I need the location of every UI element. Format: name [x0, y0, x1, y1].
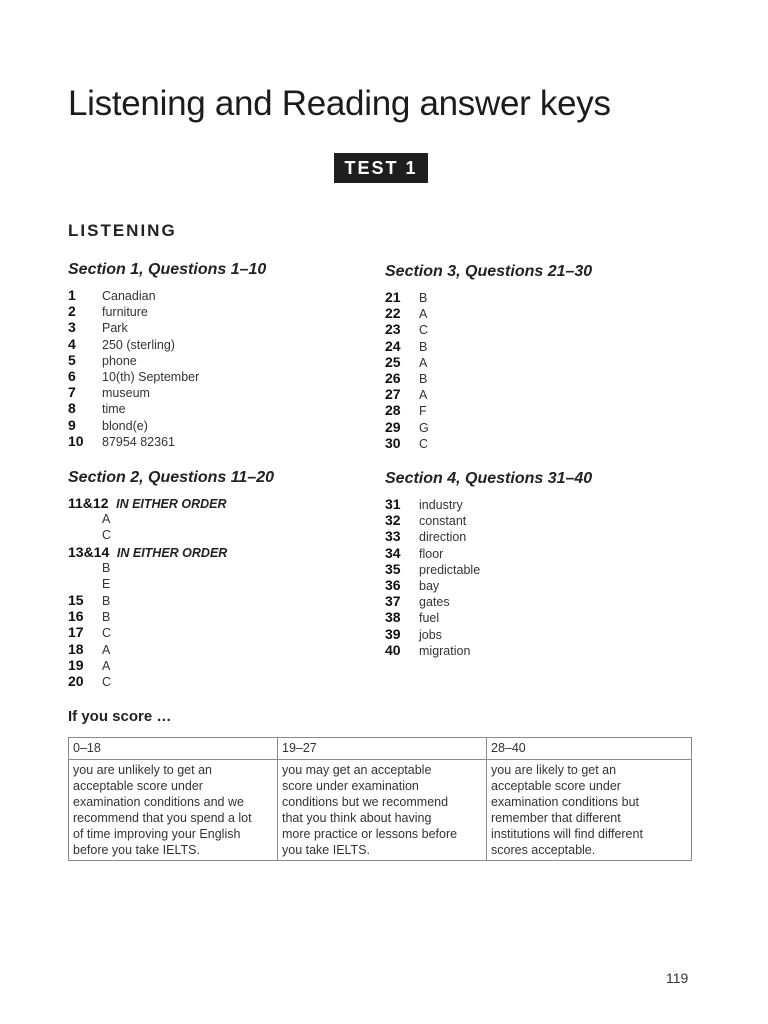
list-item — [68, 576, 227, 592]
answer-value: B — [419, 339, 428, 354]
answer-number: 39 — [385, 625, 401, 642]
answer-value: gates — [419, 595, 450, 610]
answer-number: 34 — [385, 544, 401, 561]
page-number: 119 — [666, 970, 689, 986]
list-item — [68, 641, 111, 657]
answer-number: 16 — [68, 608, 84, 625]
list-item — [68, 608, 111, 624]
answer-value: Canadian — [102, 289, 156, 303]
answer-value: B — [102, 610, 111, 625]
answer-number: 29 — [385, 418, 401, 435]
section-3-title: Section 3, Questions 21–30 — [385, 263, 593, 280]
description-line: before you take IELTS. — [73, 843, 200, 857]
score-table — [68, 737, 692, 861]
description-line: examination conditions and we — [73, 795, 244, 809]
answer-number: 31 — [385, 496, 401, 512]
list-item — [68, 673, 111, 689]
answer-number: 18 — [68, 640, 84, 657]
answer-value: 87954 82361 — [102, 434, 175, 449]
list-item — [68, 319, 199, 335]
answer-number: 7 — [68, 384, 76, 401]
answer-number: 8 — [68, 400, 76, 417]
listening-heading: LISTENING — [68, 221, 177, 240]
answer-number: 36 — [385, 576, 401, 593]
answer-number: 30 — [385, 434, 401, 451]
list-item — [385, 305, 429, 321]
order-note: IN EITHER ORDER — [116, 497, 227, 511]
list-item — [385, 609, 480, 625]
score-heading: If you score … — [68, 708, 172, 725]
description-line: more practice or lessons before — [282, 827, 458, 841]
answer-value: G — [419, 420, 429, 435]
description-line: score under examination — [282, 779, 419, 793]
answer-value: migration — [419, 643, 471, 658]
section-1-answers — [68, 287, 199, 449]
table-row — [69, 760, 692, 861]
section-4-title: Section 4, Questions 31–40 — [385, 470, 593, 487]
list-item — [385, 626, 480, 642]
answer-number: 27 — [385, 386, 401, 403]
answer-number: 10 — [68, 432, 84, 449]
list-item — [385, 561, 480, 577]
answer-number: 24 — [385, 337, 401, 354]
list-item — [68, 352, 199, 368]
section-4-answers — [385, 496, 480, 658]
list-item — [385, 338, 429, 354]
answer-value: 250 (sterling) — [102, 337, 175, 352]
section-2-answers-rest — [68, 592, 111, 689]
list-item — [68, 384, 199, 400]
answer-number: 13&14 — [68, 543, 110, 560]
order-note: IN EITHER ORDER — [116, 545, 228, 560]
answer-value: C — [102, 528, 112, 543]
answer-number: 6 — [68, 367, 76, 384]
list-item — [68, 560, 227, 576]
test-badge: TEST 1 — [334, 153, 428, 183]
list-item — [68, 303, 199, 319]
answer-number: 4 — [68, 335, 76, 352]
answer-value: C — [102, 626, 112, 641]
answer-value: F — [419, 404, 427, 419]
answer-value: Park — [102, 321, 128, 336]
description-line: of time improving your English — [73, 827, 241, 841]
answer-value: E — [102, 576, 111, 591]
page-title: Listening and Reading answer keys — [68, 84, 611, 123]
answer-value: industry — [419, 498, 463, 512]
score-description — [278, 760, 487, 861]
answer-value: C — [102, 674, 112, 689]
description-line: you are unlikely to get an — [73, 763, 212, 777]
list-item — [68, 544, 227, 560]
answer-value: constant — [419, 514, 467, 529]
answer-number: 21 — [385, 289, 401, 305]
description-line: that you think about having — [282, 811, 432, 825]
answer-value: museum — [102, 386, 150, 401]
answer-value: C — [419, 323, 429, 338]
answer-number: 40 — [385, 641, 401, 658]
answer-number: 17 — [68, 624, 84, 641]
description-line: scores acceptable. — [491, 843, 596, 857]
list-item — [68, 336, 199, 352]
answer-number: 26 — [385, 369, 401, 386]
list-item — [385, 642, 480, 658]
list-item — [385, 512, 480, 528]
answer-value: A — [102, 642, 111, 657]
answer-value: furniture — [102, 305, 148, 320]
answer-value: predictable — [419, 562, 481, 577]
answer-number: 15 — [68, 592, 84, 608]
answer-number: 22 — [385, 305, 401, 322]
section-2-title: Section 2, Questions 11–20 — [68, 469, 275, 486]
answer-value: B — [419, 371, 428, 386]
list-item — [68, 495, 227, 511]
answer-number: 19 — [68, 656, 84, 673]
description-line: conditions but we recommend — [282, 795, 449, 809]
answer-value: A — [102, 512, 111, 527]
answer-number: 32 — [385, 512, 401, 529]
answer-number: 25 — [385, 353, 401, 370]
list-item — [385, 386, 429, 402]
list-item — [385, 496, 480, 512]
answer-value: A — [102, 658, 111, 673]
list-item — [68, 433, 199, 449]
description-line: you take IELTS. — [282, 843, 371, 857]
answer-value: bay — [419, 578, 440, 593]
answer-value: A — [419, 388, 428, 403]
description-line: acceptable score under — [491, 779, 621, 793]
answer-value: A — [419, 355, 428, 370]
description-line: you are likely to get an — [491, 763, 617, 777]
score-range: 19–27 — [278, 738, 487, 760]
score-description — [69, 760, 278, 861]
description-line: institutions will find different — [491, 827, 643, 841]
score-description — [487, 760, 692, 861]
section-2-answers — [68, 495, 227, 592]
list-item — [68, 527, 227, 543]
answer-number: 28 — [385, 402, 401, 419]
answer-number: 38 — [385, 609, 401, 626]
list-item — [385, 354, 429, 370]
answer-number: 2 — [68, 303, 76, 320]
answer-value: jobs — [419, 627, 442, 642]
answer-number: 9 — [68, 416, 76, 433]
list-item — [385, 370, 429, 386]
list-item — [385, 419, 429, 435]
answer-number: 3 — [68, 319, 76, 336]
description-line: you may get an acceptable — [282, 763, 432, 777]
answer-number: 23 — [385, 321, 401, 338]
list-item — [68, 657, 111, 673]
list-item — [68, 417, 199, 433]
answer-value: B — [419, 291, 428, 305]
answer-number: 5 — [68, 351, 76, 368]
answer-value: B — [102, 560, 111, 575]
answer-number: 33 — [385, 528, 401, 545]
answer-number: 1 — [68, 287, 76, 303]
list-item — [385, 528, 480, 544]
answer-value: time — [102, 402, 126, 417]
answer-value: C — [419, 436, 429, 451]
description-line: acceptable score under — [73, 779, 203, 793]
list-item — [68, 624, 111, 640]
answer-value: blond(e) — [102, 418, 148, 433]
table-row — [69, 738, 692, 760]
description-line: recommend that you spend a lot — [73, 811, 252, 825]
answer-value: phone — [102, 353, 137, 368]
answer-value: 10(th) September — [102, 369, 200, 384]
list-item — [385, 289, 429, 305]
description-line: examination conditions but — [491, 795, 640, 809]
description-line: remember that different — [491, 811, 621, 825]
section-3-answers — [385, 289, 429, 451]
answer-value: fuel — [419, 611, 440, 626]
list-item — [385, 593, 480, 609]
answer-number: 35 — [385, 560, 401, 577]
list-item — [68, 400, 199, 416]
answer-number: 37 — [385, 593, 401, 610]
answer-value: direction — [419, 530, 467, 545]
list-item — [68, 287, 199, 303]
answer-value: B — [102, 594, 111, 608]
list-item — [385, 435, 429, 451]
answer-number: 11&12 — [68, 495, 109, 511]
section-1-title: Section 1, Questions 1–10 — [68, 261, 267, 278]
answer-number: 20 — [68, 672, 84, 689]
list-item — [385, 577, 480, 593]
score-range: 28–40 — [487, 738, 692, 760]
list-item — [385, 402, 429, 418]
list-item — [385, 321, 429, 337]
answer-value: floor — [419, 546, 444, 561]
list-item — [68, 368, 199, 384]
list-item — [68, 592, 111, 608]
list-item — [385, 545, 480, 561]
score-range: 0–18 — [69, 738, 278, 760]
list-item — [68, 511, 227, 527]
answer-value: A — [419, 307, 428, 322]
